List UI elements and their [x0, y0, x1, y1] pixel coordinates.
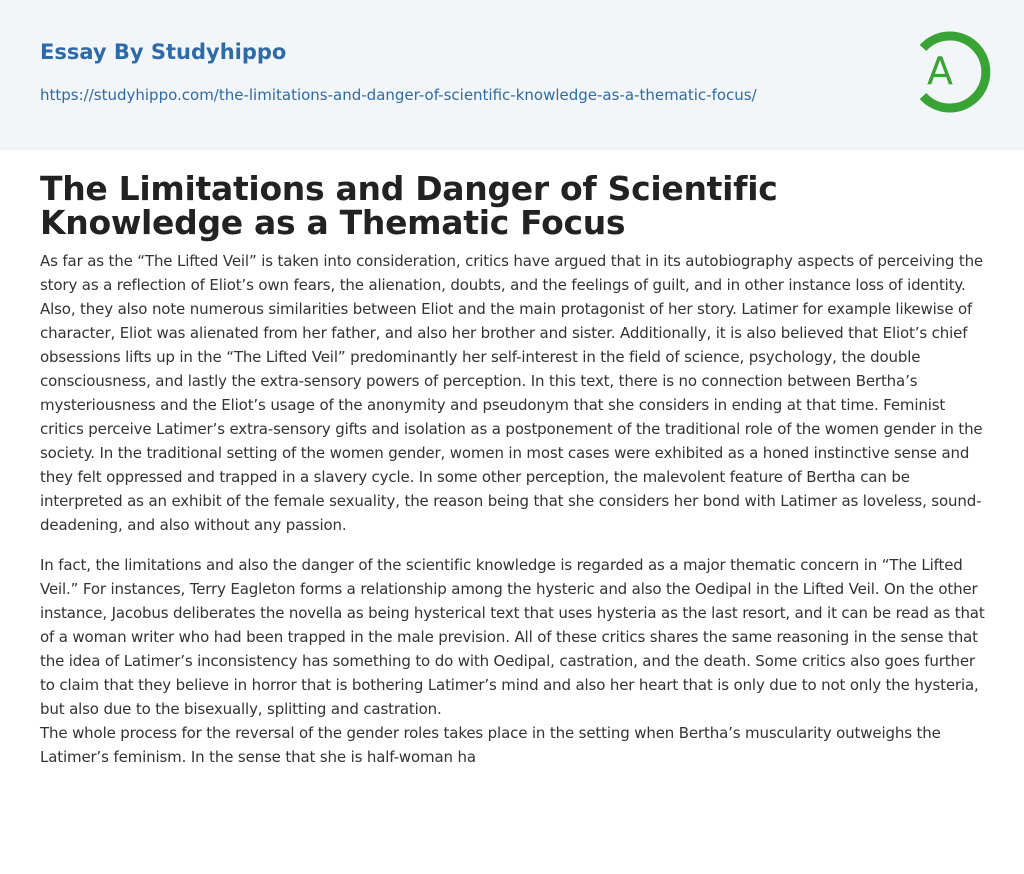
- paragraph: The whole process for the reversal of the gender roles takes place in the setting when Bertha’s muscularity outweighs the Latimer’s feminism. In the sense that she is half-woman ha: [40, 724, 941, 766]
- article-title: The Limitations and Danger of Scientific Knowledge as a Thematic Focus: [40, 169, 778, 242]
- paragraph: As far as the “The Lifted Veil” is taken into consideration, critics have argued that in its autobiography aspects of perceiving the story as a reflection of Eliot’s own fears, the alienation, doubts, and the feelings of guilt, and in other instance loss of identity. Also, they also note numerous similarities between Eliot and the main protagonist of her story. Latimer for example likewise of character, Eliot was alienated from her father, and also her brother and sister. Additionally, it is also believed that Eliot’s chief obsessions lifts up in the “The Lifted Veil” predominantly her self-interest in the field of science, psychology, the double consciousness, and lastly the extra-sensory powers of perception. In this text, there is no connection between Bertha’s mysteriousness and the Eliot’s usage of the anonymity and pseudonym that she considers in ending at that time. Feminist critics perceive Latimer’s extra-sensory gifts and isolation as a postponement of the traditional role of the women gender in the society. In the traditional setting of the women gender, women in most cases were exhibited as a honed instinctive sense and they felt oppressed and trapped in a slavery cycle. In some other perception, the malevolent feature of Bertha can be interpreted as an exhibit of the female sexuality, the reason being that she considers her bond with Latimer as loveless, sound-deadening, and also without any passion.: [40, 252, 983, 534]
- studyhippo-logo-icon[interactable]: [905, 28, 993, 116]
- logo-letter: A: [927, 49, 953, 93]
- article-url-link[interactable]: https://studyhippo.com/the-limitations-and-danger-of-scientific-knowledge-as-a-thematic-focus/: [40, 86, 757, 104]
- site-header: [0, 0, 1024, 150]
- article-body: [40, 249, 985, 769]
- site-brand[interactable]: Essay By Studyhippo: [40, 40, 287, 64]
- paragraph: In fact, the limitations and also the danger of the scientific knowledge is regarded as a major thematic concern in “The Lifted Veil.” For instances, Terry Eagleton forms a relationship among the hysteric and also the Oedipal in the Lifted Veil. On the other instance, Jacobus deliberates the novella as being hysterical text that uses hysteria as the last resort, and it can be read as that of a woman writer who had been trapped in the male prevision. All of these critics shares the same reasoning in the sense that the idea of Latimer’s inconsistency has something to do with Oedipal, castration, and the death. Some critics also goes further to claim that they believe in horror that is bothering Latimer’s mind and also her heart that is only due to not only the hysteria, but also due to the bisexually, splitting and castration.: [40, 556, 985, 718]
